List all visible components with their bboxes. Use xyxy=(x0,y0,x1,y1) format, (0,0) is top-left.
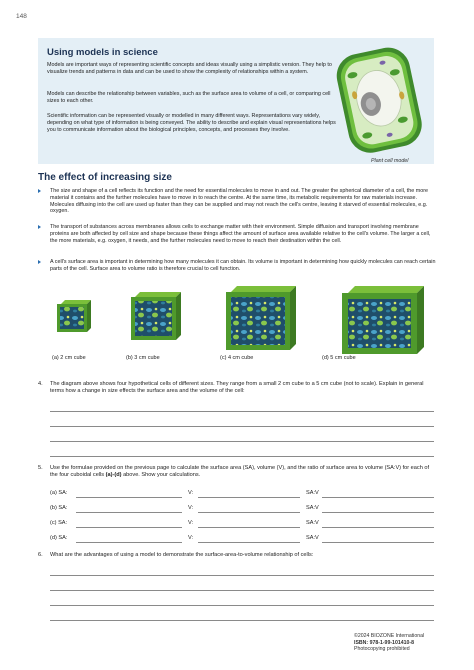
answer-line[interactable] xyxy=(50,605,434,606)
info-paragraph: Models are important ways of representing scientific concepts and ideas visually using a simplistic version. They help to visualize trends and patterns in data and can be used to show the complexity of relationships within a system. xyxy=(47,62,332,75)
answer-line[interactable] xyxy=(50,456,434,457)
cube-label: (a) 2 cm cube xyxy=(52,355,86,361)
sa-label: (b) SA: xyxy=(50,505,68,511)
bullet-text: A cell's surface area is important in determining how many molecules it can obtain. Its volume is important in determining how quickly molecules can reach certain parts of the cell. Surface area to volume ratio is therefore crucial to cell function. xyxy=(50,259,436,272)
cube-label: (c) 4 cm cube xyxy=(220,355,254,361)
bullet-text: The transport of substances across membranes allows cells to exchange matter with their environment. Simple diffusion and transport involving membrane proteins are both affected by cell size and shape because these things affect the amount of surface area available relative to the cell's volume. The larger a cell, the more materials, e.g. oxygen, it needs, and the further molecules need to move to reach their destination within the cell. xyxy=(50,224,431,244)
question-text: What are the advantages of using a model to demonstrate the surface-area-to-volume relationship of cells: xyxy=(50,552,314,558)
v-answer-field[interactable] xyxy=(198,542,300,543)
v-label: V: xyxy=(188,520,194,526)
figure-caption: Plant cell model xyxy=(371,158,409,164)
cube-4cm xyxy=(226,286,296,350)
footer-note: Photocopying prohibited xyxy=(354,646,410,652)
info-paragraph: Models can describe the relationship between variables, such as the surface area to volume of a cell, or comparing cell sizes to each other. xyxy=(47,91,331,104)
ratio-answer-field[interactable] xyxy=(322,497,434,498)
question-text-bold: (a)-(d) xyxy=(105,472,122,478)
bullet-arrow-icon xyxy=(38,260,41,264)
v-answer-field[interactable] xyxy=(198,527,300,528)
answer-line[interactable] xyxy=(50,620,434,621)
ratio-label: SA:V xyxy=(306,505,319,511)
answer-line[interactable] xyxy=(50,575,434,576)
bullet-text: The size and shape of a cell reflects its function and the need for essential molecules to move in and out. The greater the spherical diameter of a cell, the more material it contains and the further molecules have to move in to reach the centre. At the same time, its metabolic requirements for raw materials increase. Molecules diffusing into the cell are used up faster than they can be supplied and may not reach the cell's centre, leaving it starved of essential molecules, e.g. oxygen. xyxy=(50,188,429,215)
calc-row xyxy=(50,535,434,543)
question-text-part: above. Show your calculations. xyxy=(121,472,201,478)
info-box-title: Using models in science xyxy=(47,47,158,58)
cube-5cm xyxy=(342,286,424,354)
question-number: 6. xyxy=(38,552,43,558)
v-label: V: xyxy=(188,535,194,541)
ratio-answer-field[interactable] xyxy=(322,527,434,528)
bullet-arrow-icon xyxy=(38,189,41,193)
section-title: The effect of increasing size xyxy=(38,172,172,183)
v-label: V: xyxy=(188,505,194,511)
ratio-label: SA:V xyxy=(306,520,319,526)
calc-row xyxy=(50,520,434,528)
sa-label: (c) SA: xyxy=(50,520,68,526)
footer-isbn: ISBN: 978-1-99-101410-8 xyxy=(354,639,414,646)
calc-row xyxy=(50,490,434,498)
v-label: V: xyxy=(188,490,194,496)
bullet-arrow-icon xyxy=(38,225,41,229)
calc-row xyxy=(50,505,434,513)
question-text xyxy=(50,465,438,479)
plant-cell-model-image xyxy=(330,40,430,158)
sa-answer-field[interactable] xyxy=(76,542,182,543)
cube-3cm xyxy=(131,292,181,340)
sa-answer-field[interactable] xyxy=(76,497,182,498)
ratio-label: SA:V xyxy=(306,535,319,541)
cube-label: (b) 3 cm cube xyxy=(126,355,160,361)
question-text-part: Use the formulae provided on the previous page to calculate the surface area (SA), volume (V), and the ratio of surface area to volume (SA:V) for each of the four cuboidal cells xyxy=(50,465,430,478)
ratio-label: SA:V xyxy=(306,490,319,496)
sa-label: (a) SA: xyxy=(50,490,68,496)
answer-line[interactable] xyxy=(50,590,434,591)
sa-answer-field[interactable] xyxy=(76,512,182,513)
answer-line[interactable] xyxy=(50,441,434,442)
ratio-answer-field[interactable] xyxy=(322,542,434,543)
cube-label: (d) 5 cm cube xyxy=(322,355,356,361)
cube-2cm xyxy=(57,300,91,332)
v-answer-field[interactable] xyxy=(198,497,300,498)
ratio-answer-field[interactable] xyxy=(322,512,434,513)
info-paragraph: Scientific information can be represented visually or modelled in many different ways. Representations vary widely, depending on what type of information is being conveyed. The ability to describe and explain visual representations helps you to communicate information about the biological principles, concepts, and processes they involve. xyxy=(47,113,336,133)
answer-line[interactable] xyxy=(50,426,434,427)
question-text: The diagram above shows four hypothetical cells of different sizes. They range from a small 2 cm cube to a 5 cm cube (not to scale). Explain in general terms how a change in size effects the surface area and the volume of the cell: xyxy=(50,381,424,394)
footer-copyright: ©2024 BIOZONE International xyxy=(354,633,425,639)
question-number: 5. xyxy=(38,465,43,471)
v-answer-field[interactable] xyxy=(198,512,300,513)
page-number: 148 xyxy=(16,13,27,20)
sa-answer-field[interactable] xyxy=(76,527,182,528)
answer-line[interactable] xyxy=(50,411,434,412)
question-number: 4. xyxy=(38,381,43,387)
sa-label: (d) SA: xyxy=(50,535,68,541)
